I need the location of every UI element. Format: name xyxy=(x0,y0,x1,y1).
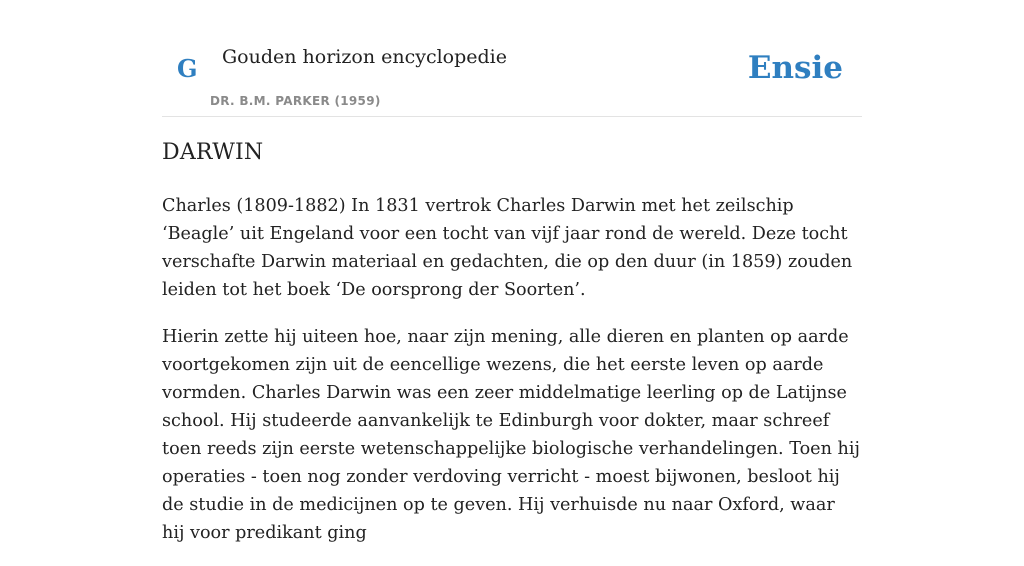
book-logo[interactable]: G xyxy=(177,54,198,83)
entry-paragraph: Charles (1809-1882) In 1831 vertrok Charles Darwin met het zeilschip ‘Beagle’ uit Engeland voor een tocht van vijf jaar rond de wereld. Deze tocht verschafte Darwin materiaal en gedachten, die op den duur (in 1859) zouden leiden tot het boek ‘De oorsprong der Soorten’. xyxy=(162,196,853,300)
entry-paragraph: Hierin zette hij uiteen hoe, naar zijn mening, alle dieren en planten op aarde voortgekomen zijn uit de eencellige wezens, die het eerste leven op aarde vormden. Charles Darwin was een zeer middelmatige leerling op de Latijnse school. Hij studeerde aanvankelijk te Edinburgh voor dokter, maar schreef toen reeds zijn eerste wetenschappelijke biologische verhandelingen. Toen hij operaties - toen nog zonder verdoving verricht - moest bijwonen, besloot hij de studie in de medicijnen op te geven. Hij verhuisde nu naar Oxford, waar hij voor predikant ging xyxy=(162,327,860,543)
source-header xyxy=(162,0,862,117)
book-title-link[interactable]: Gouden horizon encyclopedie xyxy=(222,46,507,68)
entry-title: DARWIN xyxy=(162,140,264,165)
entry-body xyxy=(162,192,862,566)
book-author: DR. B.M. PARKER (1959) xyxy=(210,94,381,108)
ensie-logo[interactable]: Ensie xyxy=(747,50,843,86)
